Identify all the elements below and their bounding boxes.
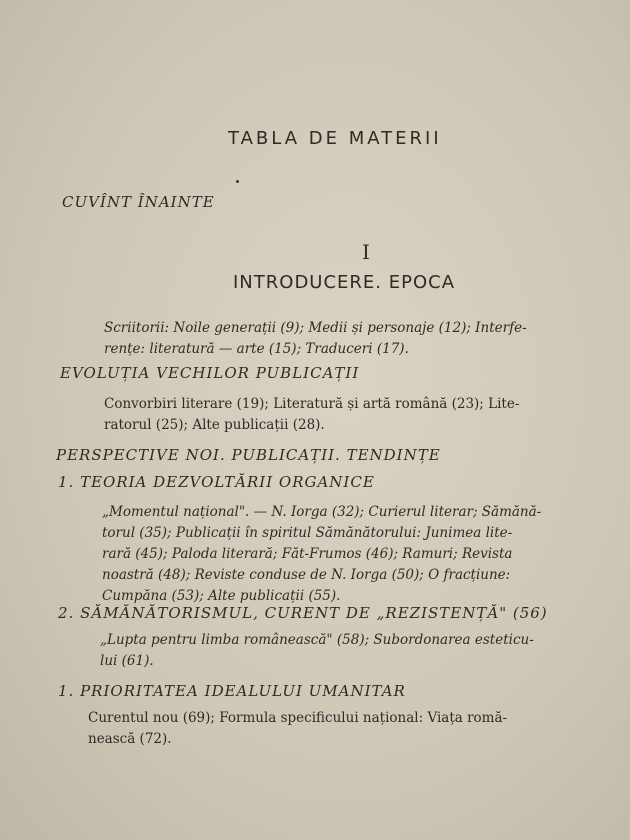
- entry-line: rențe: literatură — arte (15); Traduceri (17).: [104, 341, 409, 357]
- entry-line: noastră (48); Reviste conduse de N. Iorga (50); O fracțiune:: [102, 567, 511, 583]
- section-2-entries: [100, 630, 534, 672]
- entry-line: nească (72).: [88, 731, 172, 747]
- section-1-entries: [102, 502, 541, 607]
- entry-line: lui (61).: [100, 653, 154, 669]
- section-2-heading: 2. SĂMĂNĂTORISMUL, CURENT DE „REZISTENȚĂ" (56): [58, 604, 548, 622]
- ink-dot: [236, 180, 239, 183]
- evolutia-entries: [104, 394, 519, 436]
- foreword-heading: CUVÎNT ÎNAINTE: [62, 193, 215, 211]
- part-title: INTRODUCERE. EPOCA: [233, 272, 456, 293]
- entry-line: „Momentul național". — N. Iorga (32); Curierul literar; Sămănă-: [102, 504, 542, 520]
- entry-line: torul (35); Publicații în spiritul Sămănătorului: Junimea lite-: [102, 525, 513, 541]
- page-title: TABLA DE MATERII: [228, 128, 442, 149]
- section-3-heading: 1. PRIORITATEA IDEALULUI UMANITAR: [58, 682, 406, 700]
- section-3-entries: [88, 708, 507, 750]
- section-1-heading: 1. TEORIA DEZVOLTĂRII ORGANICE: [58, 473, 375, 491]
- entry-line: Curentul nou (69); Formula specificului național: Viața romă-: [88, 710, 508, 726]
- part-numeral: I: [362, 240, 370, 264]
- entry-line: rară (45); Paloda literară; Făt-Frumos (46); Ramuri; Revista: [102, 546, 513, 562]
- entry-line: ratorul (25); Alte publicații (28).: [104, 417, 325, 433]
- perspective-heading: PERSPECTIVE NOI. PUBLICAȚII. TENDINȚE: [56, 446, 441, 464]
- evolutia-heading: EVOLUȚIA VECHILOR PUBLICAȚII: [60, 364, 360, 382]
- epoca-entries: [104, 318, 527, 360]
- entry-line: Scriitorii: Noile generații (9); Medii și personaje (12); Interfe-: [104, 320, 527, 336]
- entry-line: Cumpăna (53); Alte publicații (55).: [102, 588, 341, 604]
- entry-line: Convorbiri literare (19); Literatură și artă română (23); Lite-: [104, 396, 520, 412]
- entry-line: „Lupta pentru limba românească" (58); Subordonarea esteticu-: [100, 632, 534, 648]
